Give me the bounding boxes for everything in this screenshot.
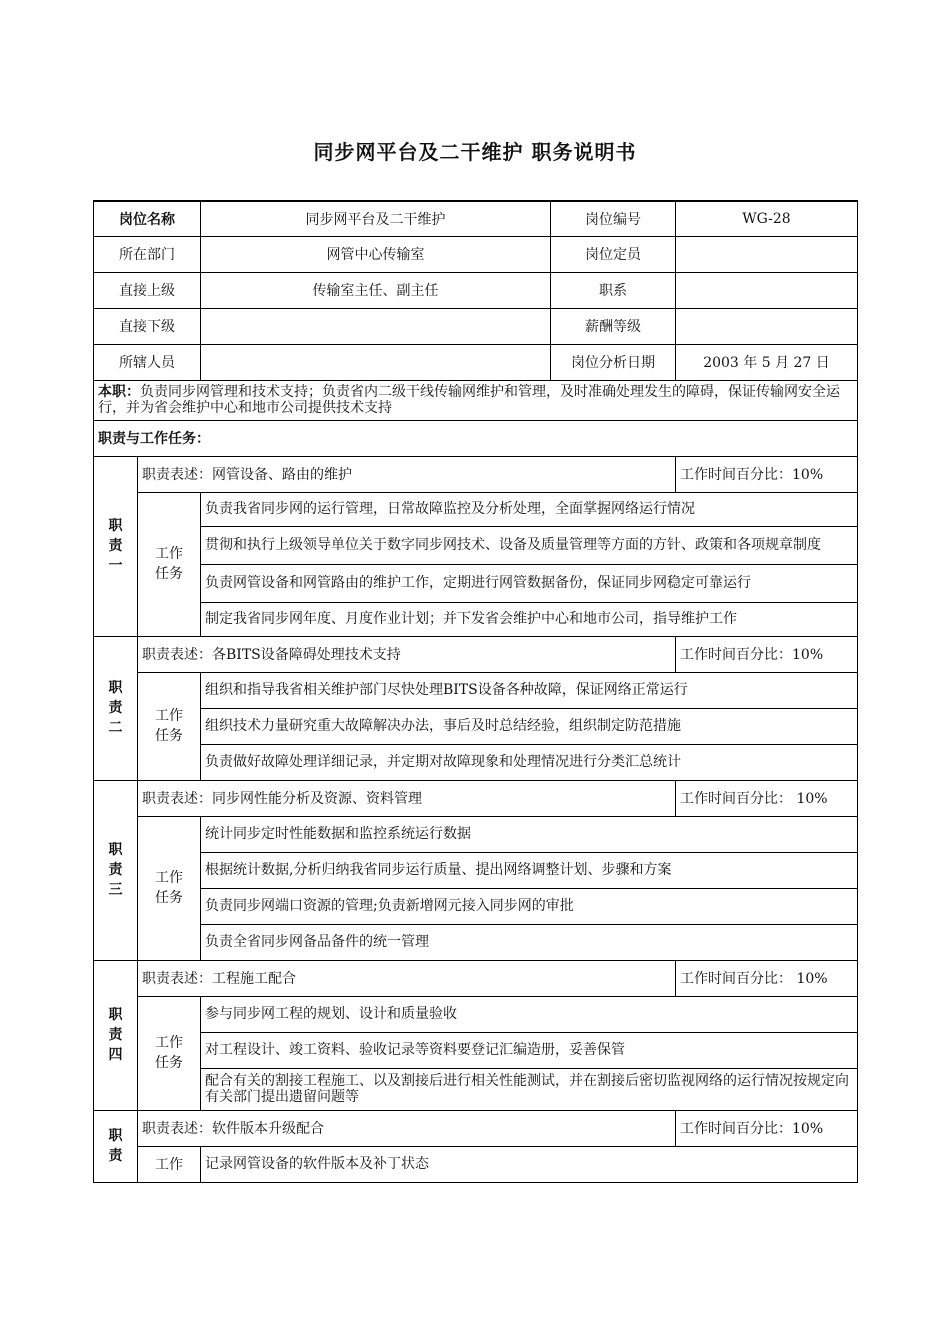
duty-4-label: 职责四: [94, 960, 138, 1110]
duty-1-task-label: 工作任务: [138, 492, 201, 636]
duty-4-task-label: 工作任务: [138, 996, 201, 1110]
duty-2-task: 组织技术力量研究重大故障解决办法，事后及时总结经验，组织制定防范措施: [201, 708, 858, 744]
duty-4-pct: 工作时间百分比： 10%: [676, 960, 858, 996]
superior: 传输室主任、副主任: [201, 272, 551, 308]
headcount-label: 岗位定员: [551, 236, 676, 272]
series-label: 职系: [551, 272, 676, 308]
duty-1-task: 制定我省同步网年度、月度作业计划；并下发省会维护中心和地市公司，指导维护工作: [201, 602, 858, 636]
duty-4-task: 配合有关的割接工程施工、以及割接后进行相关性能测试，并在割接后密切监视网络的运行情况按规定向有关部门提出遗留问题等: [201, 1068, 858, 1110]
duty-3-task: 负责同步网端口资源的管理;负责新增网元接入同步网的审批: [201, 888, 858, 924]
duty-1-label: 职责一: [94, 456, 138, 636]
duty-3-pct: 工作时间百分比： 10%: [676, 780, 858, 816]
duty-3-task: 根据统计数据,分析归纳我省同步运行质量、提出网络调整计划、步骤和方案: [201, 852, 858, 888]
analysis-date: 2003 年 5 月 27 日: [676, 344, 858, 380]
staff-label: 所辖人员: [94, 344, 201, 380]
duty-3-task-label: 工作任务: [138, 816, 201, 960]
duties-header: 职责与工作任务：: [94, 420, 858, 456]
duty-2-task: 组织和指导我省相关维护部门尽快处理BITS设备各种故障，保证网络正常运行: [201, 672, 858, 708]
position-name-label: 岗位名称: [94, 201, 201, 236]
duty-1-task: 负责我省同步网的运行管理，日常故障监控及分析处理，全面掌握网络运行情况: [201, 492, 858, 526]
duty-1-task: 贯彻和执行上级领导单位关于数字同步网技术、设备及质量管理等方面的方针、政策和各项规章制度: [201, 526, 858, 564]
subordinate-label: 直接下级: [94, 308, 201, 344]
duty-3-task: 负责全省同步网备品备件的统一管理: [201, 924, 858, 960]
duty-5-task: 记录网管设备的软件版本及补丁状态: [201, 1146, 858, 1182]
salary: [676, 308, 858, 344]
duty-5-pct: 工作时间百分比：10%: [676, 1110, 858, 1146]
duty-4-task: 对工程设计、竣工资料、验收记录等资料要登记汇编造册，妥善保管: [201, 1032, 858, 1068]
position-code-label: 岗位编号: [551, 201, 676, 236]
duty-3-label: 职责三: [94, 780, 138, 960]
staff: [201, 344, 551, 380]
duty-4-desc: 职责表述：工程施工配合: [138, 960, 676, 996]
subordinate: [201, 308, 551, 344]
basic-duty-text: 负责同步网管理和技术支持；负责省内二级干线传输网维护和管理，及时准确处理发生的障碍，保证传输网安全运行，并为省会维护中心和地市公司提供技术支持: [98, 384, 840, 416]
position-name: 同步网平台及二干维护: [201, 201, 551, 236]
department: 网管中心传输室: [201, 236, 551, 272]
basic-duty-label: 本职：: [98, 384, 140, 400]
duty-5-task-label: 工作: [138, 1146, 201, 1182]
duty-1-desc: 职责表述：网管设备、路由的维护: [138, 456, 676, 492]
job-description-table: [93, 200, 858, 1183]
duty-2-label: 职责二: [94, 636, 138, 780]
analysis-date-label: 岗位分析日期: [551, 344, 676, 380]
position-code: WG-28: [676, 201, 858, 236]
headcount: [676, 236, 858, 272]
salary-label: 薪酬等级: [551, 308, 676, 344]
duty-1-pct: 工作时间百分比：10%: [676, 456, 858, 492]
basic-duty: [94, 380, 858, 420]
duty-3-task: 统计同步定时性能数据和监控系统运行数据: [201, 816, 858, 852]
duty-5-desc: 职责表述：软件版本升级配合: [138, 1110, 676, 1146]
duty-5-label: 职责: [94, 1110, 138, 1182]
superior-label: 直接上级: [94, 272, 201, 308]
page-title: 同步网平台及二干维护 职务说明书: [313, 140, 637, 164]
duty-2-task-label: 工作任务: [138, 672, 201, 780]
duty-2-desc: 职责表述：各BITS设备障碍处理技术支持: [138, 636, 676, 672]
duty-2-pct: 工作时间百分比：10%: [676, 636, 858, 672]
duty-3-desc: 职责表述：同步网性能分析及资源、资料管理: [138, 780, 676, 816]
department-label: 所在部门: [94, 236, 201, 272]
duty-2-task: 负责做好故障处理详细记录，并定期对故障现象和处理情况进行分类汇总统计: [201, 744, 858, 780]
series: [676, 272, 858, 308]
duty-4-task: 参与同步网工程的规划、设计和质量验收: [201, 996, 858, 1032]
duty-1-task: 负责网管设备和网管路由的维护工作，定期进行网管数据备份，保证同步网稳定可靠运行: [201, 564, 858, 602]
